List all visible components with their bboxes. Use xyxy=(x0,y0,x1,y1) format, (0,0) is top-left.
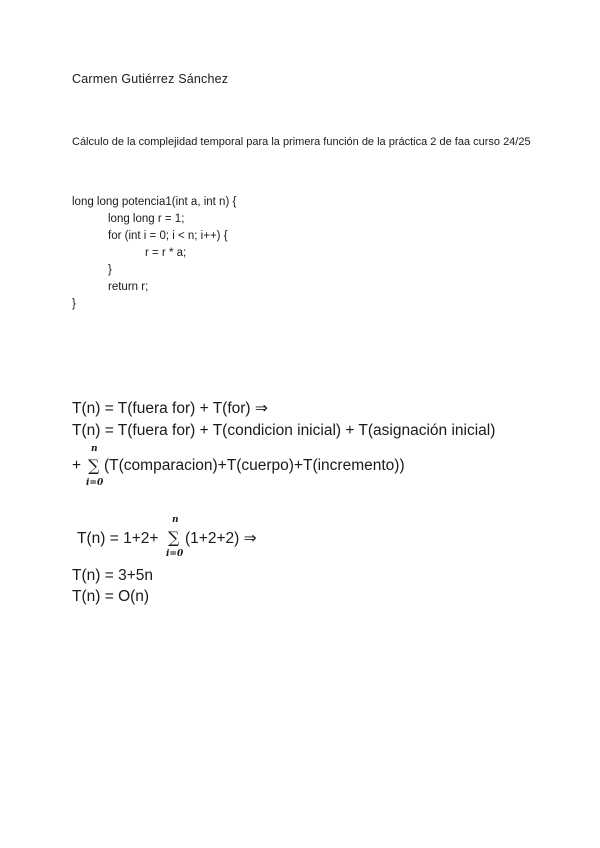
equation-line-6: T(n) = O(n) xyxy=(72,588,150,605)
equation-line-1: T(n) = T(fuera for) + T(for) ⇒ xyxy=(72,400,268,417)
sum-upper-limit-2: n xyxy=(172,515,179,525)
code-line-init: long long r = 1; xyxy=(108,213,185,225)
code-line-return: return r; xyxy=(108,281,149,293)
plus-sign: + xyxy=(72,457,82,474)
code-line-signature: long long potencia1(int a, int n) { xyxy=(72,196,237,208)
equation-line-2: T(n) = T(fuera for) + T(condicion inicial) + T(asignación inicial) xyxy=(72,422,496,439)
summation-symbol-2: ∑ xyxy=(168,528,180,547)
equation-line-4-body: (1+2+2) ⇒ xyxy=(185,530,257,547)
code-line-for-close: } xyxy=(108,264,112,276)
document-heading: Cálculo de la complejidad temporal para la primera función de la práctica 2 de faa curso 24/25 xyxy=(72,136,531,148)
summation-symbol: ∑ xyxy=(88,456,100,475)
code-line-func-close: } xyxy=(72,298,76,310)
sum-body: (T(comparacion)+T(cuerpo)+T(incremento)) xyxy=(104,457,405,474)
code-line-for: for (int i = 0; i < n; i++) { xyxy=(108,230,228,242)
sum-lower-limit: i=0 xyxy=(86,478,104,488)
code-line-body: r = r * a; xyxy=(145,247,187,259)
sum-upper-limit: n xyxy=(91,444,98,454)
equation-line-5: T(n) = 3+5n xyxy=(72,567,153,584)
sum-lower-limit-2: i=0 xyxy=(166,549,184,559)
equation-line-4-prefix: T(n) = 1+2+ xyxy=(77,530,159,547)
author-name: Carmen Gutiérrez Sánchez xyxy=(72,72,229,86)
